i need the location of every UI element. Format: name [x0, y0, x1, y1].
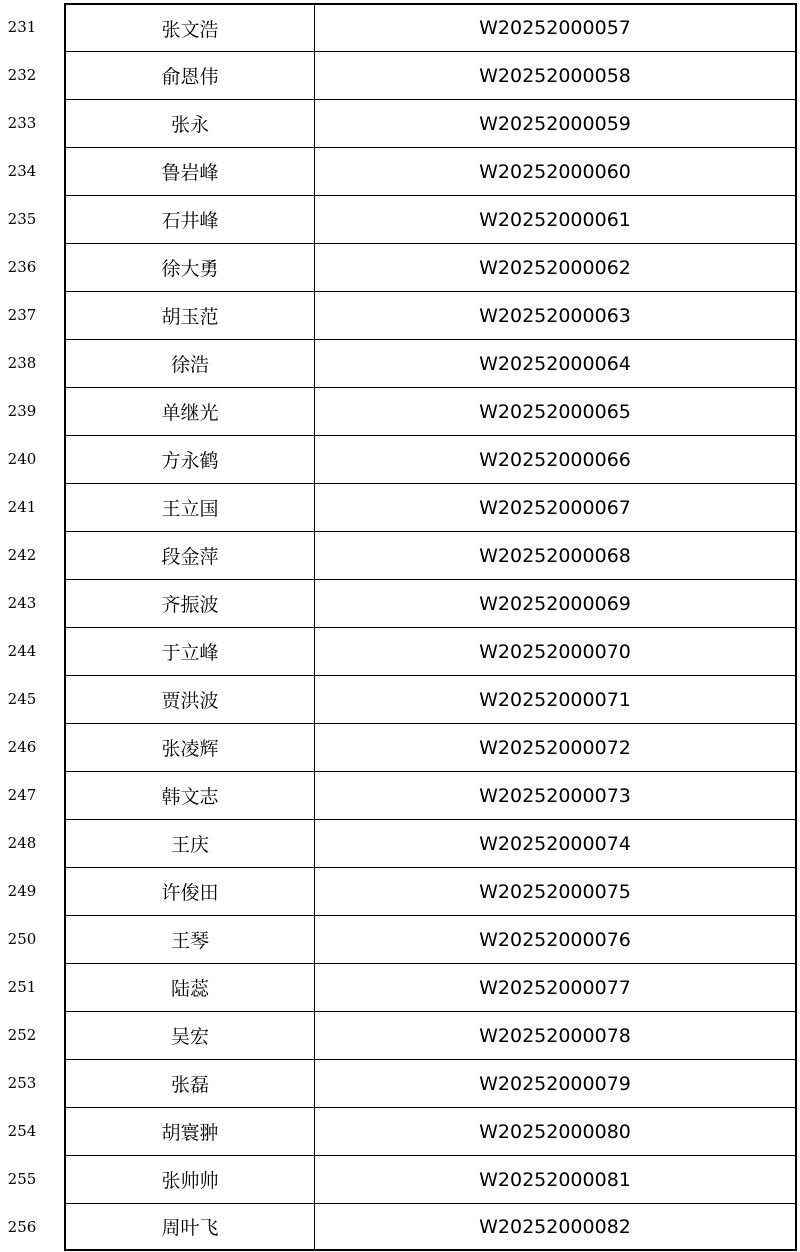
table-row [0, 435, 800, 483]
id-cell: W20252000059 [479, 112, 631, 135]
name-cell: 张帅帅 [66, 1156, 315, 1203]
row-number: 237 [7, 306, 37, 324]
row-number: 239 [7, 402, 37, 420]
row-number: 251 [7, 978, 37, 996]
row-number: 235 [7, 210, 37, 228]
name-cell: 胡寰翀 [66, 1108, 315, 1155]
name-cell: 张永 [66, 100, 315, 147]
name-cell: 王立国 [66, 484, 315, 531]
id-cell: W20252000072 [479, 736, 631, 759]
name-cell: 石井峰 [66, 196, 315, 243]
table-row [0, 339, 800, 387]
table-row [0, 291, 800, 339]
table-row [0, 915, 800, 963]
row-number: 244 [7, 642, 37, 660]
table-row [0, 723, 800, 771]
row-cells [64, 387, 797, 435]
row-cells [64, 723, 797, 771]
table-row [0, 1155, 800, 1203]
name-cell: 吴宏 [66, 1012, 315, 1059]
row-cells [64, 771, 797, 819]
row-cells [64, 867, 797, 915]
table-row [0, 243, 800, 291]
table-row [0, 1107, 800, 1155]
id-cell: W20252000069 [479, 592, 631, 615]
id-cell: W20252000074 [479, 832, 631, 855]
table-row [0, 867, 800, 915]
row-number: 245 [7, 690, 37, 708]
id-cell: W20252000063 [479, 304, 631, 327]
id-cell: W20252000080 [479, 1120, 631, 1143]
table-row [0, 147, 800, 195]
row-number: 255 [7, 1170, 37, 1188]
id-cell: W20252000073 [479, 784, 631, 807]
row-number: 254 [7, 1122, 37, 1140]
row-number: 233 [7, 114, 37, 132]
table-row [0, 1011, 800, 1059]
table-row [0, 675, 800, 723]
row-cells [64, 99, 797, 147]
name-cell: 俞恩伟 [66, 52, 315, 99]
row-cells [64, 1059, 797, 1107]
table-row [0, 819, 800, 867]
row-number: 249 [7, 882, 37, 900]
id-cell: W20252000062 [479, 256, 631, 279]
name-cell: 贾洪波 [66, 676, 315, 723]
table-row [0, 99, 800, 147]
id-cell: W20252000065 [479, 400, 631, 423]
row-number: 246 [7, 738, 37, 756]
table-row [0, 195, 800, 243]
id-cell: W20252000066 [479, 448, 631, 471]
table-row [0, 1203, 800, 1251]
id-cell: W20252000068 [479, 544, 631, 567]
row-number: 231 [7, 18, 37, 36]
table-row [0, 963, 800, 1011]
name-cell: 王庆 [66, 820, 315, 867]
row-cells [64, 579, 797, 627]
row-cells [64, 195, 797, 243]
name-cell: 徐浩 [66, 340, 315, 387]
row-number: 242 [7, 546, 37, 564]
row-number: 252 [7, 1026, 37, 1044]
name-cell: 徐大勇 [66, 244, 315, 291]
id-cell: W20252000075 [479, 880, 631, 903]
row-cells [64, 819, 797, 867]
id-cell: W20252000081 [479, 1168, 631, 1191]
row-number: 256 [7, 1218, 37, 1236]
id-cell: W20252000058 [479, 64, 631, 87]
row-cells [64, 531, 797, 579]
row-number: 253 [7, 1074, 37, 1092]
row-number: 234 [7, 162, 37, 180]
row-cells [64, 339, 797, 387]
row-cells [64, 483, 797, 531]
table-row [0, 627, 800, 675]
row-cells [64, 147, 797, 195]
row-cells [64, 435, 797, 483]
id-cell: W20252000060 [479, 160, 631, 183]
name-cell: 陆蕊 [66, 964, 315, 1011]
table-row [0, 579, 800, 627]
table-row [0, 1059, 800, 1107]
id-cell: W20252000076 [479, 928, 631, 951]
row-number: 232 [7, 66, 37, 84]
id-cell: W20252000077 [479, 976, 631, 999]
row-number: 238 [7, 354, 37, 372]
id-cell: W20252000071 [479, 688, 631, 711]
row-cells [64, 627, 797, 675]
row-number: 250 [7, 930, 37, 948]
row-number: 240 [7, 450, 37, 468]
row-number: 243 [7, 594, 37, 612]
row-cells [64, 3, 797, 51]
row-cells [64, 243, 797, 291]
row-cells [64, 915, 797, 963]
name-cell: 张文浩 [66, 5, 315, 51]
name-cell: 方永鹤 [66, 436, 315, 483]
row-number: 236 [7, 258, 37, 276]
name-cell: 韩文志 [66, 772, 315, 819]
row-cells [64, 963, 797, 1011]
name-cell: 胡玉范 [66, 292, 315, 339]
name-cell: 周叶飞 [66, 1204, 315, 1249]
name-cell: 张磊 [66, 1060, 315, 1107]
id-cell: W20252000078 [479, 1024, 631, 1047]
name-cell: 段金萍 [66, 532, 315, 579]
id-cell: W20252000079 [479, 1072, 631, 1095]
name-cell: 齐振波 [66, 580, 315, 627]
name-cell: 许俊田 [66, 868, 315, 915]
row-cells [64, 1155, 797, 1203]
name-cell: 鲁岩峰 [66, 148, 315, 195]
table-row [0, 51, 800, 99]
row-number: 247 [7, 786, 37, 804]
table-row [0, 771, 800, 819]
id-cell: W20252000067 [479, 496, 631, 519]
id-cell: W20252000070 [479, 640, 631, 663]
roster-table [0, 3, 800, 1251]
id-cell: W20252000057 [479, 17, 631, 39]
name-cell: 王琴 [66, 916, 315, 963]
name-cell: 单继光 [66, 388, 315, 435]
name-cell: 张凌辉 [66, 724, 315, 771]
row-cells [64, 1011, 797, 1059]
row-cells [64, 1203, 797, 1251]
table-row [0, 387, 800, 435]
table-row [0, 3, 800, 51]
row-cells [64, 675, 797, 723]
row-cells [64, 291, 797, 339]
name-cell: 于立峰 [66, 628, 315, 675]
id-cell: W20252000064 [479, 352, 631, 375]
row-number: 248 [7, 834, 37, 852]
row-cells [64, 1107, 797, 1155]
table-row [0, 531, 800, 579]
id-cell: W20252000061 [479, 208, 631, 231]
table-row [0, 483, 800, 531]
row-cells [64, 51, 797, 99]
row-number: 241 [7, 498, 37, 516]
id-cell: W20252000082 [479, 1215, 631, 1238]
